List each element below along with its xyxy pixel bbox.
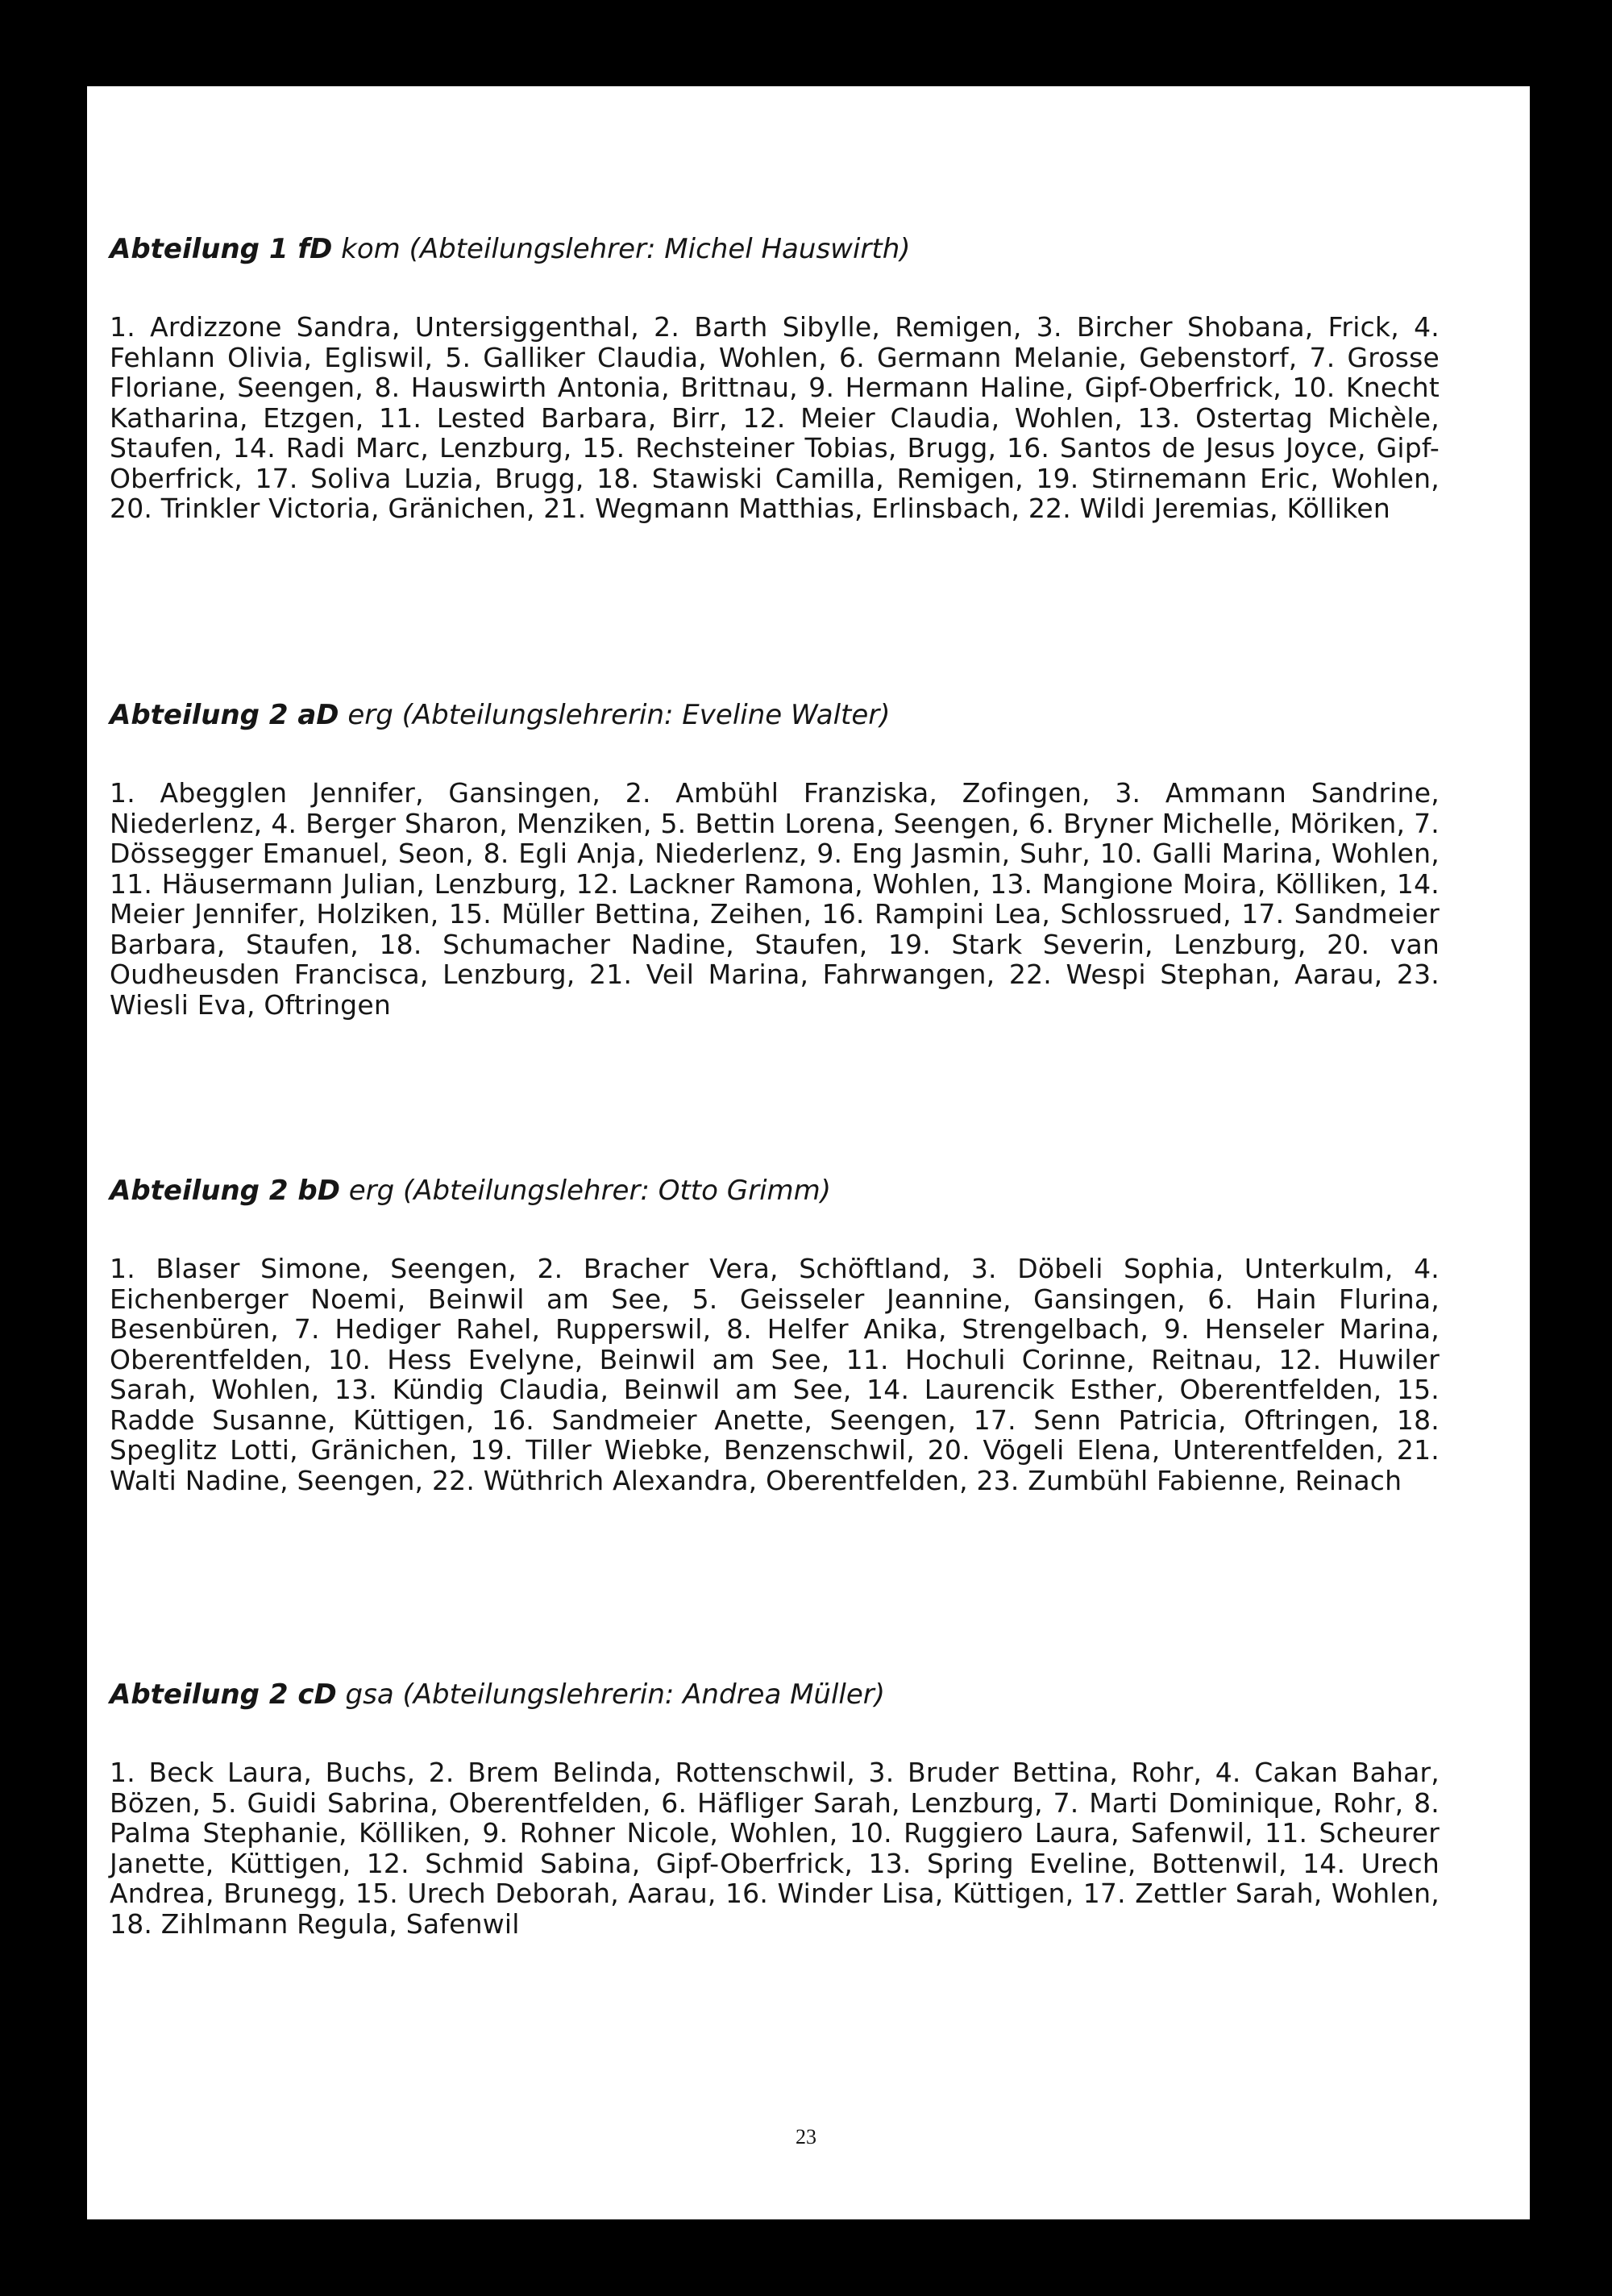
section-heading-class: Abteilung 2 aD xyxy=(110,699,339,731)
section-2-bd xyxy=(110,1173,1440,1495)
section-1-fd xyxy=(110,231,1440,524)
section-heading-class: Abteilung 2 bD xyxy=(110,1175,340,1207)
section-heading-class: Abteilung 2 cD xyxy=(110,1678,337,1711)
section-student-list: 1. Ardizzone Sandra, Untersiggenthal, 2. Barth Sibylle, Remigen, 3. Bircher Shobana, Frick, 4. Fehlann Olivia, Egliswil, 5. Galliker Claudia, Wohlen, 6. Germann Melanie, Gebenstorf, 7. Grosse Floriane, Seengen, 8. Hauswirth Antonia, Brittnau, 9. Hermann Haline, Gipf-Oberfrick, 10. Knecht Katharina, Etzgen, 11. Lested Barbara, Birr, 12. Meier Claudia, Wohlen, 13. Ostertag Michèle, Staufen, 14. Radi Marc, Lenzburg, 15. Rechsteiner Tobias, Brugg, 16. Santos de Jesus Joyce, Gipf-Oberfrick, 17. Soliva Luzia, Brugg, 18. Stawiski Camilla, Remigen, 19. Stirnemann Eric, Wohlen, 20. Trinkler Victoria, Gränichen, 21. Wegmann Matthias, Erlinsbach, 22. Wildi Jeremias, Kölliken xyxy=(110,311,1440,524)
section-2-ad xyxy=(110,697,1440,1020)
page-number: 23 xyxy=(796,2125,816,2148)
section-heading-teacher: erg (Abteilungslehrerin: Eveline Walter) xyxy=(339,699,891,731)
section-student-list: 1. Beck Laura, Buchs, 2. Brem Belinda, Rottenschwil, 3. Bruder Bettina, Rohr, 4. Cakan Bahar, Bözen, 5. Guidi Sabrina, Oberentfelden, 6. Häfliger Sarah, Lenzburg, 7. Marti Dominique, Rohr, 8. Palma Stephanie, Kölliken, 9. Rohner Nicole, Wohlen, 10. Ruggiero Laura, Safenwil, 11. Scheurer Janette, Küttigen, 12. Schmid Sabina, Gipf-Oberfrick, 13. Spring Eveline, Bottenwil, 14. Urech Andrea, Brunegg, 15. Urech Deborah, Aarau, 16. Winder Lisa, Küttigen, 17. Zettler Sarah, Wohlen, 18. Zihlmann Regula, Safenwil xyxy=(110,1757,1440,1940)
section-student-list: 1. Abegglen Jennifer, Gansingen, 2. Ambühl Franziska, Zofingen, 3. Ammann Sandrine, Niederlenz, 4. Berger Sharon, Menziken, 5. Bettin Lorena, Seengen, 6. Bryner Michelle, Möriken, 7. Dössegger Emanuel, Seon, 8. Egli Anja, Niederlenz, 9. Eng Jasmin, Suhr, 10. Galli Marina, Wohlen, 11. Häusermann Julian, Lenzburg, 12. Lackner Ramona, Wohlen, 13. Mangione Moira, Kölliken, 14. Meier Jennifer, Holziken, 15. Müller Bettina, Zeihen, 16. Rampini Lea, Schlossrued, 17. Sandmeier Barbara, Staufen, 18. Schumacher Nadine, Staufen, 19. Stark Severin, Lenzburg, 20. van Oudheusden Francisca, Lenzburg, 21. Veil Marina, Fahrwangen, 22. Wespi Stephan, Aarau, 23. Wiesli Eva, Oftringen xyxy=(110,777,1440,1021)
section-student-list: 1. Blaser Simone, Seengen, 2. Bracher Vera, Schöftland, 3. Döbeli Sophia, Unterkulm, 4. Eichenberger Noemi, Beinwil am See, 5. Geisseler Jeannine, Gansingen, 6. Hain Flurina, Besenbüren, 7. Hediger Rahel, Rupperswil, 8. Helfer Anika, Strengelbach, 9. Henseler Marina, Oberentfelden, 10. Hess Evelyne, Beinwil am See, 11. Hochuli Corinne, Reitnau, 12. Huwiler Sarah, Wohlen, 13. Kündig Claudia, Beinwil am See, 14. Laurencik Esther, Oberentfelden, 15. Radde Susanne, Küttigen, 16. Sandmeier Anette, Seengen, 17. Senn Patricia, Oftringen, 18. Speglitz Lotti, Gränichen, 19. Tiller Wiebke, Benzenschwil, 20. Vögeli Elena, Unterentfelden, 21. Walti Nadine, Seengen, 22. Wüthrich Alexandra, Oberentfelden, 23. Zumbühl Fabienne, Reinach xyxy=(110,1253,1440,1496)
section-heading xyxy=(110,1173,1440,1208)
section-heading xyxy=(110,1677,1440,1712)
section-heading xyxy=(110,697,1440,733)
section-heading-teacher: kom (Abteilungslehrer: Michel Hauswirth) xyxy=(332,233,911,265)
section-2-cd xyxy=(110,1677,1440,1939)
section-heading xyxy=(110,231,1440,267)
section-heading-teacher: erg (Abteilungslehrer: Otto Grimm) xyxy=(339,1175,832,1207)
section-heading-teacher: gsa (Abteilungslehrerin: Andrea Müller) xyxy=(336,1678,886,1711)
section-heading-class: Abteilung 1 fD xyxy=(110,233,333,265)
